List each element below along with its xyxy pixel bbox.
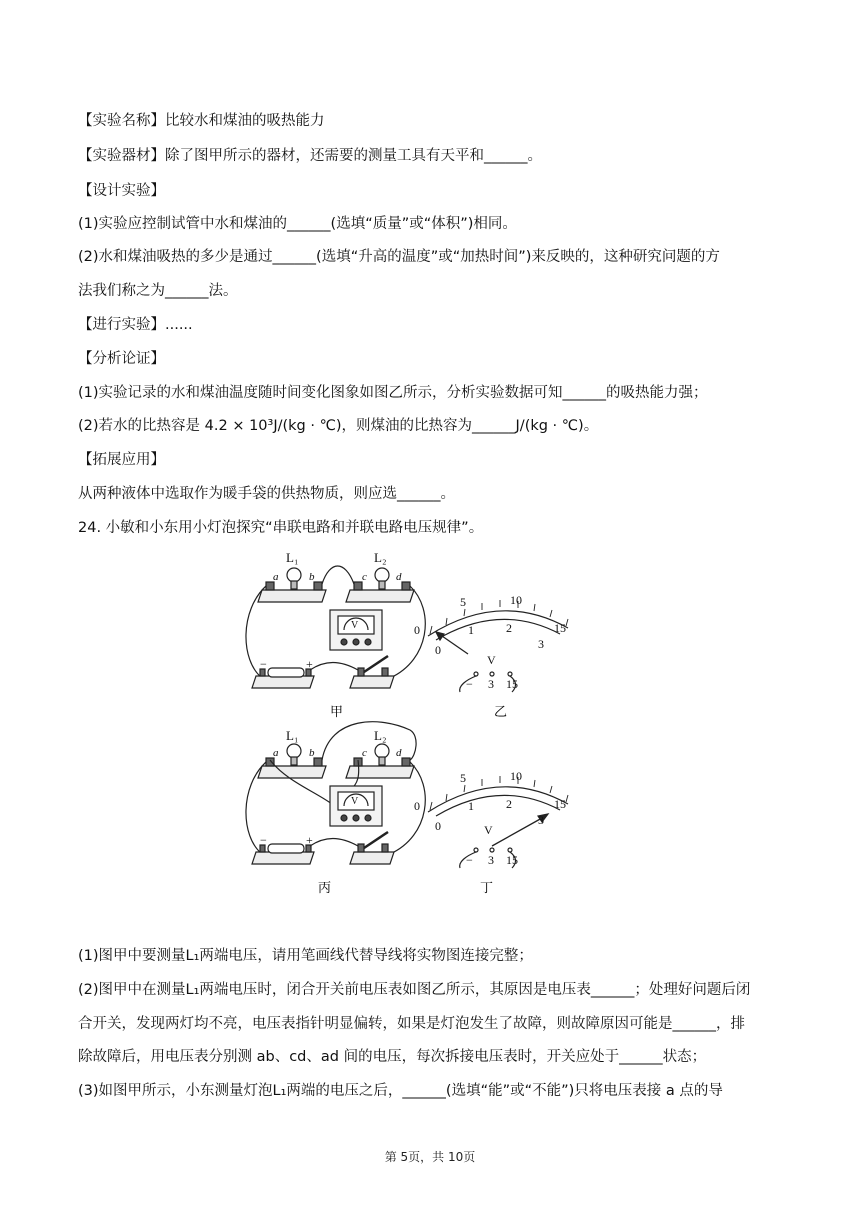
circuit-figure — [230, 550, 610, 900]
terminal-label-d: d — [396, 571, 402, 583]
caption-ding: 丁 — [480, 881, 494, 896]
terminal-label-c: c — [362, 747, 367, 759]
text-line: 从两种液体中选取作为暖手袋的供热物质，则应选______。 — [78, 486, 455, 502]
ding-upper-10: 10 — [510, 769, 522, 783]
ding-lower-1: 1 — [468, 799, 474, 813]
text-line: 【设计实验】 — [78, 183, 165, 199]
ding-upper-0: 0 — [414, 799, 420, 813]
ding-upper-15: 15 — [554, 797, 566, 811]
ding-lower-3: 3 — [538, 813, 544, 827]
meter-yi-scale — [414, 593, 566, 691]
yi-terminal-minus: − — [466, 677, 473, 691]
circuit-bing — [246, 722, 425, 864]
meter-ding-scale — [414, 769, 566, 867]
text-line: 合开关，发现两灯均不亮，电压表指针明显偏转，如果是灯泡发生了故障，则故障原因可能是______，排 — [78, 1016, 745, 1032]
lamp-label-l2: L₂ — [374, 550, 387, 565]
text-line: (1)实验记录的水和煤油温度随时间变化图象如图乙所示，分析实验数据可知______的吸热能力强； — [78, 385, 708, 401]
lamp-label-l1: L₁ — [286, 728, 299, 743]
ding-lower-2: 2 — [506, 797, 512, 811]
terminal-label-b: b — [309, 571, 315, 583]
caption-jia: 甲 — [330, 705, 344, 720]
voltmeter-ding — [428, 776, 568, 868]
text-line: 【分析论证】 — [78, 351, 165, 367]
lamp-label-l2: L₂ — [374, 728, 387, 743]
voltmeter-yi — [428, 600, 568, 692]
terminal-label-c: c — [362, 571, 367, 583]
terminal-label-d: d — [396, 747, 402, 759]
yi-upper-0: 0 — [414, 623, 420, 637]
caption-bing: 丙 — [318, 881, 332, 896]
ding-upper-5: 5 — [460, 771, 466, 785]
text-line: (1)实验应控制试管中水和煤油的______(选填“质量”或“体积”)相同。 — [78, 216, 517, 232]
question-24-title: 24. 小敏和小东用小灯泡探究“串联电路和并联电路电压规律”。 — [78, 520, 484, 536]
yi-lower-2: 2 — [506, 621, 512, 635]
ding-terminal-3: 3 — [488, 853, 494, 867]
yi-terminal-15: 15 — [506, 677, 518, 691]
yi-terminal-3: 3 — [488, 677, 494, 691]
yi-lower-1: 1 — [468, 623, 474, 637]
text-line: 【实验名称】比较水和煤油的吸热能力 — [78, 113, 325, 129]
yi-unit: V — [487, 653, 496, 667]
yi-lower-3: 3 — [538, 637, 544, 651]
lamp-label-l1: L₁ — [286, 550, 299, 565]
battery-minus-sign: − — [260, 657, 267, 671]
circuit-jia — [246, 566, 425, 688]
text-line: 除故障后，用电压表分别测 ab、cd、ad 间的电压，每次拆接电压表时，开关应处于______状态； — [78, 1049, 707, 1065]
battery-minus-sign: − — [260, 833, 267, 847]
yi-upper-10: 10 — [510, 593, 522, 607]
yi-upper-15: 15 — [554, 621, 566, 635]
page-footer: 第 5页，共 10页 — [384, 1150, 476, 1164]
meter-icon-label: V — [351, 620, 359, 631]
text-line: (3)如图甲所示，小东测量灯泡L₁两端的电压之后，______(选填“能”或“不能”)只将电压表接 a 点的导 — [78, 1083, 723, 1099]
text-line: (1)图甲中要测量L₁两端电压，请用笔画线代替导线将实物图连接完整； — [78, 948, 533, 964]
text-line: 【进行实验】...... — [78, 317, 193, 333]
ding-terminal-15: 15 — [506, 853, 518, 867]
caption-yi: 乙 — [494, 705, 508, 720]
text-line: 【拓展应用】 — [78, 452, 165, 468]
yi-lower-0: 0 — [435, 643, 441, 657]
text-line: 法我们称之为______法。 — [78, 283, 238, 299]
terminal-label-a: a — [273, 571, 279, 583]
text-line: 【实验器材】除了图甲所示的器材，还需要的测量工具有天平和______。 — [78, 148, 542, 164]
ding-terminal-minus: − — [466, 853, 473, 867]
terminal-label-a: a — [273, 747, 279, 759]
terminal-label-b: b — [309, 747, 315, 759]
ding-unit: V — [484, 823, 493, 837]
battery-plus-sign: + — [306, 833, 313, 847]
text-line: (2)若水的比热容是 4.2 × 10³J/(kg · ℃)，则煤油的比热容为______J/(kg · ℃)。 — [78, 418, 599, 434]
battery-plus-sign: + — [306, 657, 313, 671]
text-line: (2)图甲中在测量L₁两端电压时，闭合开关前电压表如图乙所示，其原因是电压表______；处理好问题后闭 — [78, 982, 751, 998]
meter-icon-label: V — [351, 796, 359, 807]
text-line: (2)水和煤油吸热的多少是通过______(选填“升高的温度”或“加热时间”)来反映的，这种研究问题的方 — [78, 249, 720, 265]
ding-lower-0: 0 — [435, 819, 441, 833]
yi-upper-5: 5 — [460, 595, 466, 609]
